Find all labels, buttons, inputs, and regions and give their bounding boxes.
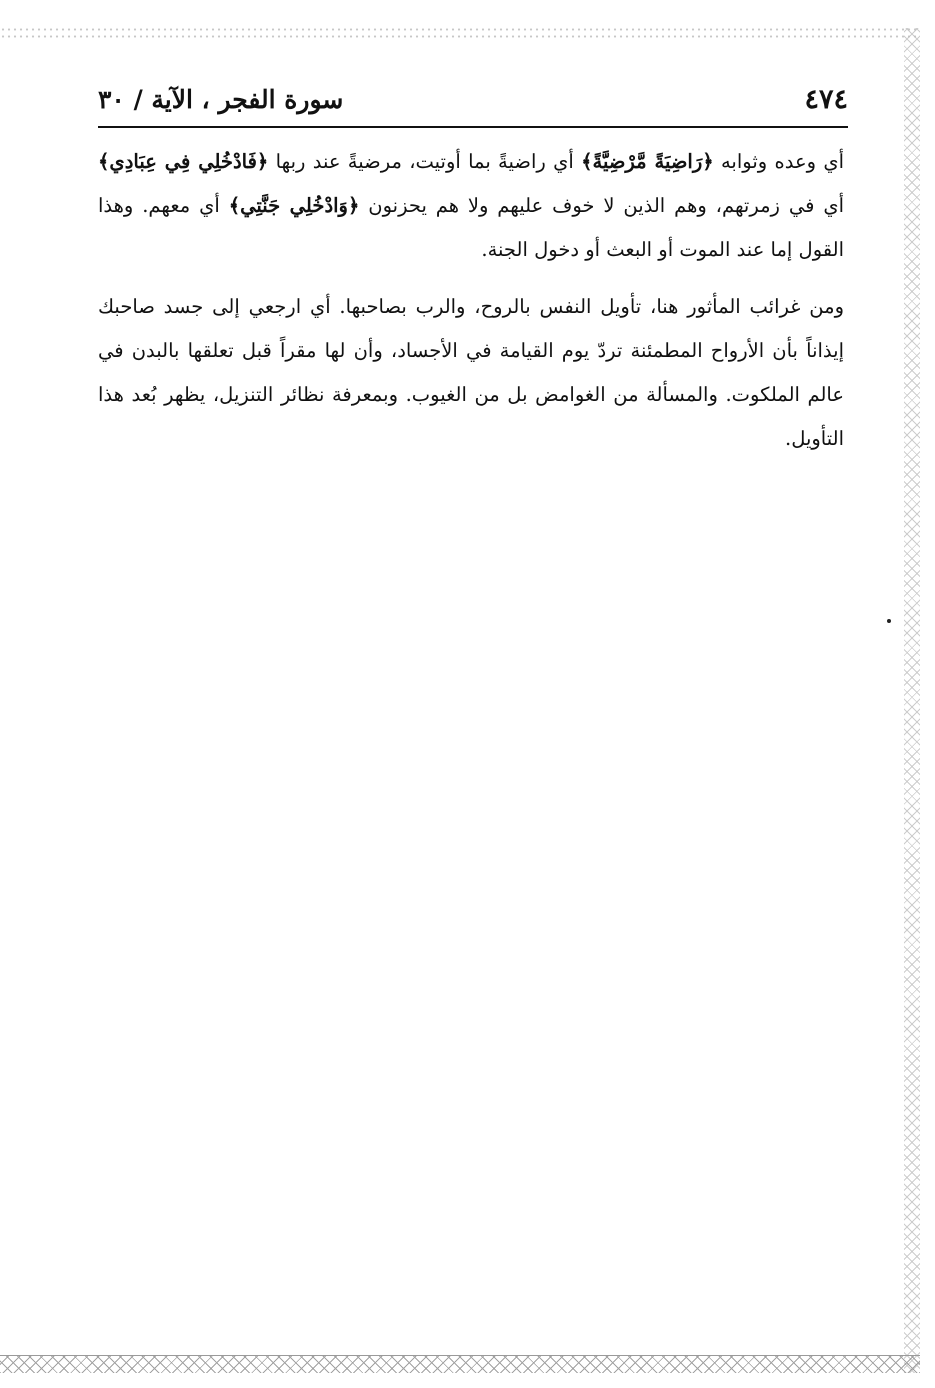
paragraph-2: ومن غرائب المأثور هنا، تأويل النفس بالروح، والرب بصاحبها. أي ارجعي إلى جسد صاحبك إيذاناً بأن الأرواح المطمئنة تردّ يوم القيامة في الأجساد، وأن لها مقراً قبل تعلقها بالبدن في عالم الملكوت. والمسألة من الغوامض بل من الغيوب. وبمعرفة نظائر التنزيل، يظهر بُعد هذا التأويل. xyxy=(98,295,844,450)
ink-dot xyxy=(887,619,891,623)
bottom-ornament-border xyxy=(0,1356,920,1373)
body-text xyxy=(98,140,844,461)
page-number: ٤٧٤ xyxy=(804,84,848,115)
running-title: سورة الفجر ، الآية / ٣٠ xyxy=(98,85,344,114)
quran-quote: ﴿رَاضِيَةً مَّرْضِيَّةً﴾ xyxy=(581,150,714,173)
paragraph-1 xyxy=(98,140,844,272)
text-segment: أي معهم. وهذا القول إما عند الموت أو البعث أو دخول الجنة. xyxy=(98,194,844,261)
text-segment: أي في زمرتهم، وهم الذين لا خوف عليهم ولا هم يحزنون xyxy=(359,194,844,217)
running-header xyxy=(98,78,848,126)
quran-quote: ﴿وَادْخُلِي جَنَّتِي﴾ xyxy=(228,194,360,217)
top-ornament-border xyxy=(0,26,918,40)
right-ornament-border xyxy=(904,28,920,1373)
header-rule xyxy=(98,126,848,128)
quran-quote: ﴿فَادْخُلِي فِي عِبَادِي﴾ xyxy=(98,150,269,173)
text-segment: أي راضيةً بما أوتيت، مرضيةً عند ربها xyxy=(268,150,582,173)
text-segment: أي وعده وثوابه xyxy=(713,150,844,173)
